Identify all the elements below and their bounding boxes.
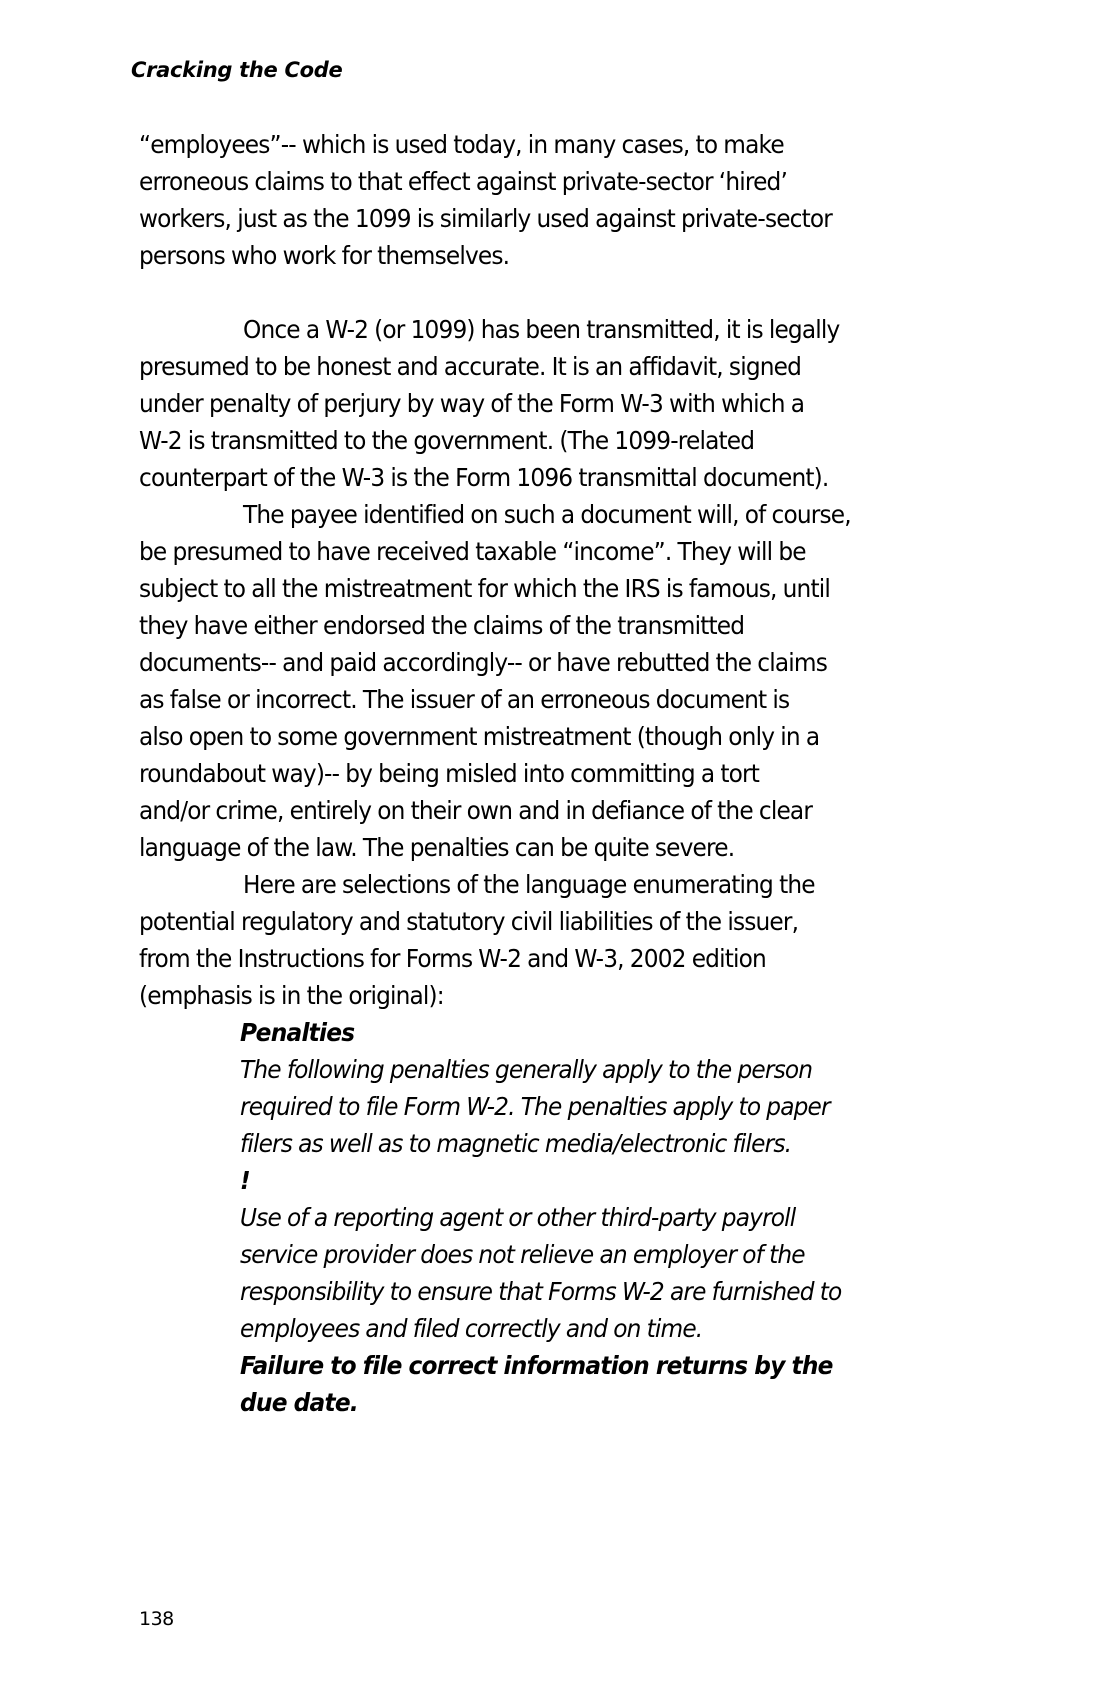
text-line: employees and filed correctly and on time. — [240, 1314, 703, 1343]
text-line: “employees”-- which is used today, in many cases, to make — [139, 130, 784, 159]
text-line: roundabout way)-- by being misled into committing a tort — [139, 759, 760, 788]
text-line: responsibility to ensure that Forms W-2 are furnished to — [240, 1277, 842, 1306]
text-line: Use of a reporting agent or other third-party payroll — [240, 1203, 796, 1232]
text-line: Failure to file correct information returns by the — [240, 1351, 833, 1380]
text-line: and/or crime, entirely on their own and in defiance of the clear — [139, 796, 813, 825]
text-line: required to file Form W-2. The penalties apply to paper — [240, 1092, 830, 1121]
page-number: 138 — [139, 1608, 174, 1630]
text-line: service provider does not relieve an employer of the — [240, 1240, 805, 1269]
text-line: workers, just as the 1099 is similarly used against private-sector — [139, 204, 833, 233]
text-line: as false or incorrect. The issuer of an erroneous document is — [139, 685, 790, 714]
text-line: potential regulatory and statutory civil liabilities of the issuer, — [139, 907, 799, 936]
text-line: language of the law. The penalties can be quite severe. — [139, 833, 735, 862]
text-line: also open to some government mistreatment (though only in a — [139, 722, 820, 751]
running-header-title: Cracking the Code — [131, 58, 343, 82]
text-line: (emphasis is in the original): — [139, 981, 444, 1010]
text-line: The payee identified on such a document will, of course, — [243, 500, 851, 529]
text-line: filers as well as to magnetic media/electronic filers. — [240, 1129, 792, 1158]
text-line: presumed to be honest and accurate. It is an affidavit, signed — [139, 352, 802, 381]
text-line: they have either endorsed the claims of the transmitted — [139, 611, 745, 640]
text-line: under penalty of perjury by way of the Form W-3 with which a — [139, 389, 805, 418]
text-line: subject to all the mistreatment for which the IRS is famous, until — [139, 574, 830, 603]
caution-icon: ! — [240, 1166, 250, 1195]
text-line: counterpart of the W-3 is the Form 1096 transmittal document). — [139, 463, 829, 492]
text-line: be presumed to have received taxable “income”. They will be — [139, 537, 806, 566]
text-line: Here are selections of the language enumerating the — [243, 870, 815, 899]
text-line: persons who work for themselves. — [139, 241, 510, 270]
text-line: due date. — [240, 1388, 358, 1417]
text-line: W-2 is transmitted to the government. (The 1099-related — [139, 426, 755, 455]
text-line: erroneous claims to that effect against private-sector ‘hired’ — [139, 167, 788, 196]
quote-heading: Penalties — [240, 1018, 355, 1047]
text-line: documents-- and paid accordingly-- or have rebutted the claims — [139, 648, 828, 677]
text-line: Once a W-2 (or 1099) has been transmitted, it is legally — [243, 315, 840, 344]
text-line: from the Instructions for Forms W-2 and W-3, 2002 edition — [139, 944, 766, 973]
text-line: The following penalties generally apply to the person — [240, 1055, 813, 1084]
